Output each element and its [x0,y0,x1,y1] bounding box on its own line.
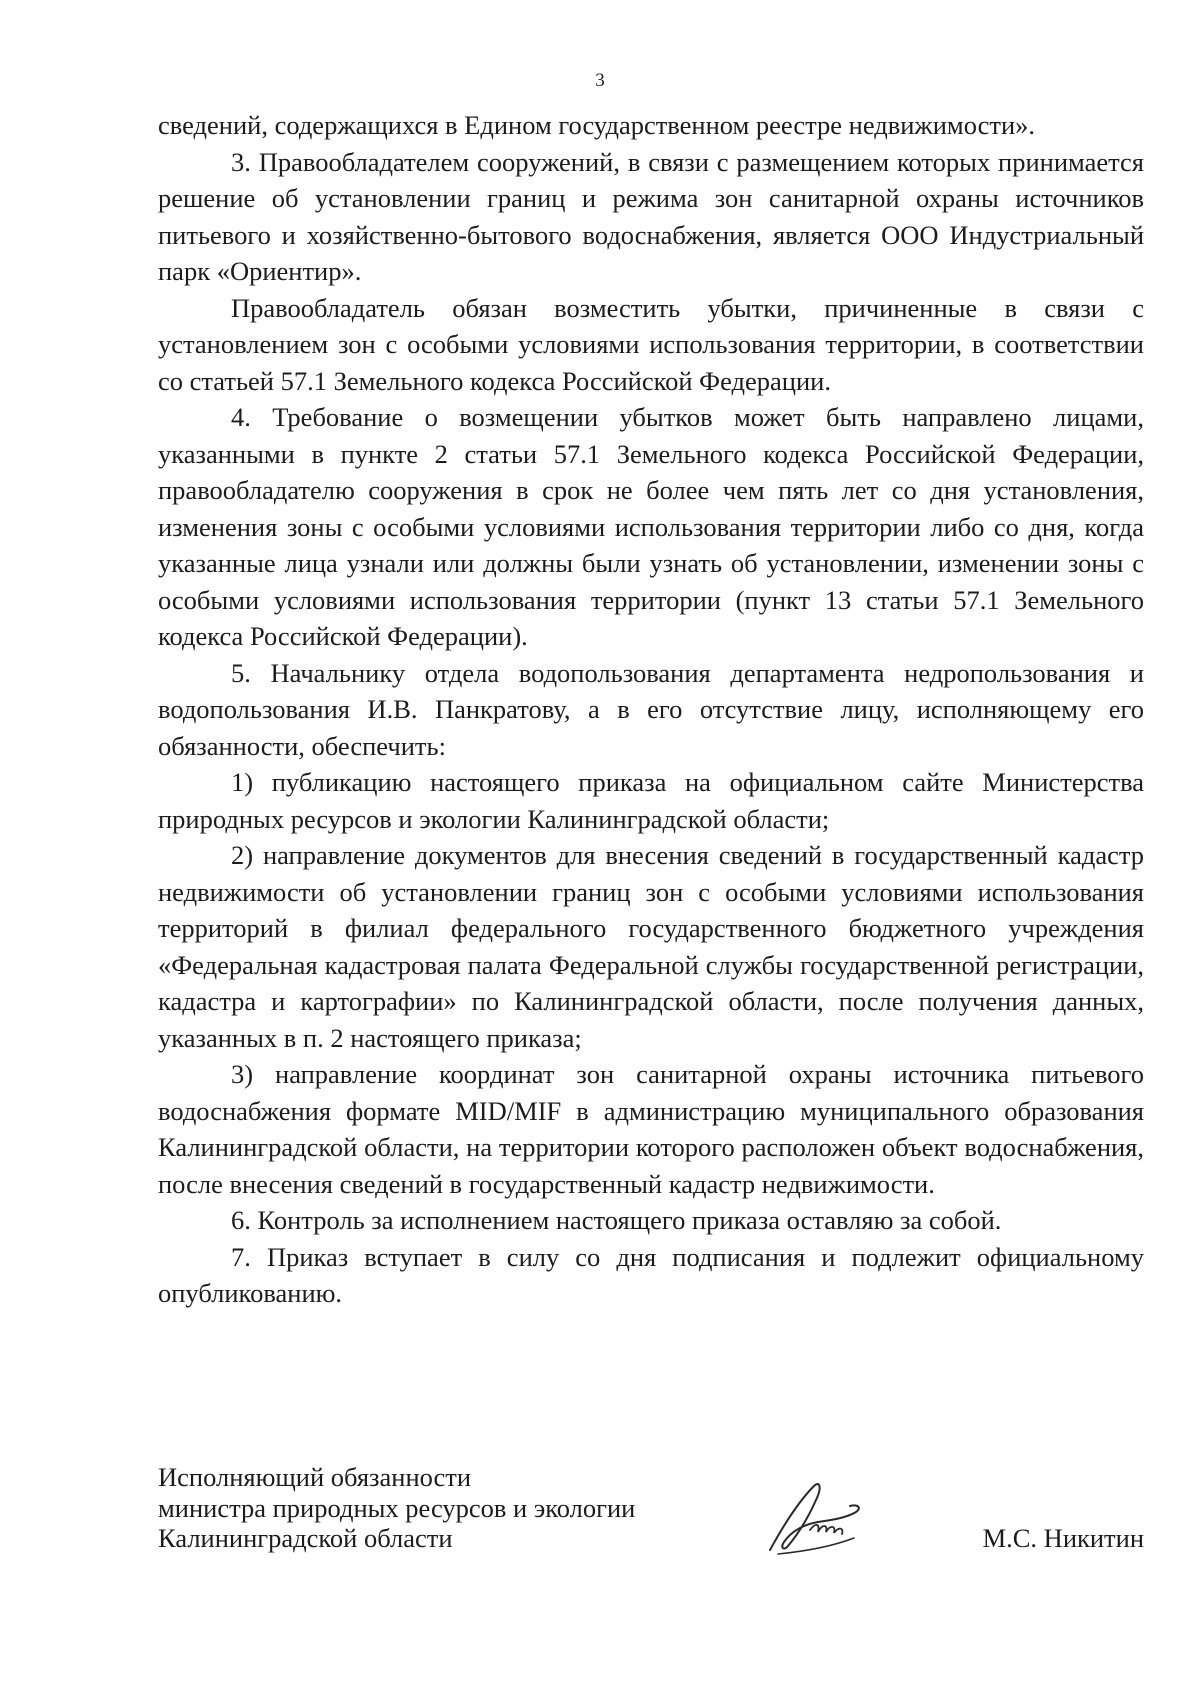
subitem-5-2: 2) направление документов для внесения сведений в государственный кадастр недвижимости об установлении границ зон с особыми условиями использования территорий в филиал федерального государственного бюджетного учреждения «Федеральная кадастровая палата Федеральной службы государственной регистрации, кадастра и картографии» по Калининградской области, после получения данных, указанных в п. 2 настоящего приказа; [158,840,1144,1053]
paragraph-item-4: 4. Требование о возмещении убытков может быть направлено лицами, указанными в пункте 2 статьи 57.1 Земельного кодекса Российской Федерации, правообладателю сооружения в срок не более чем пять лет со дня установления, изменения зоны с особыми условиями использования территории либо со дня, когда указанные лица узнали или должны были узнать об установлении, изменении зоны с особыми условиями использования территории (пункт 13 статьи 57.1 Земельного кодекса Российской Федерации). [158,402,1144,651]
signatory-position-line: Исполняющий обязанности [158,1462,472,1492]
handwritten-signature-icon [758,1472,868,1562]
subitem-5-1: 1) публикацию настоящего приказа на официальном сайте Министерства природных ресурсов и экологии Калининградской области; [158,767,1144,834]
paragraph-item-3: 3. Правообладателем сооружений, в связи с размещением которых принимается решение об установлении границ и режима зон санитарной охраны источников питьевого и хозяйственно-бытового водоснабжения, является ООО Индустриальный парк «Ориентир». [158,146,1144,286]
subitem-5-3: 3) направление координат зон санитарной охраны источника питьевого водоснабжения формате MID/MIF в администрацию муниципального образования Калининградской области, на территории которого расположен объект водоснабжения, после внесения сведений в государственный кадастр недвижимости. [158,1059,1144,1199]
paragraph-item-5: 5. Начальнику отдела водопользования департамента недропользования и водопользования И.В. Панкратову, а в его отсутствие лицу, исполняющему его обязанности, обеспечить: [158,657,1144,761]
signature-block [158,1462,1144,1582]
paragraph-continuation: сведений, содержащихся в Едином государственном реестре недвижимости». [158,110,1035,140]
document-body [158,107,1144,1312]
page-number: 3 [595,70,605,91]
signatory-position-line: Калининградской области [158,1523,453,1553]
signatory-position-line: министра природных ресурсов и экологии [158,1492,636,1523]
paragraph-item-6: 6. Контроль за исполнением настоящего приказа оставляю за собой. [231,1205,1002,1235]
signatory-name: М.С. Никитин [982,1523,1144,1553]
paragraph-item-7: 7. Приказ вступает в силу со дня подписания и подлежит официальному опубликованию. [158,1241,1144,1308]
paragraph-compensation: Правообладатель обязан возместить убытки, причиненные в связи с установлением зон с особыми условиями использования территории, в соответствии со статьей 57.1 Земельного кодекса Российской Федерации. [158,292,1144,396]
